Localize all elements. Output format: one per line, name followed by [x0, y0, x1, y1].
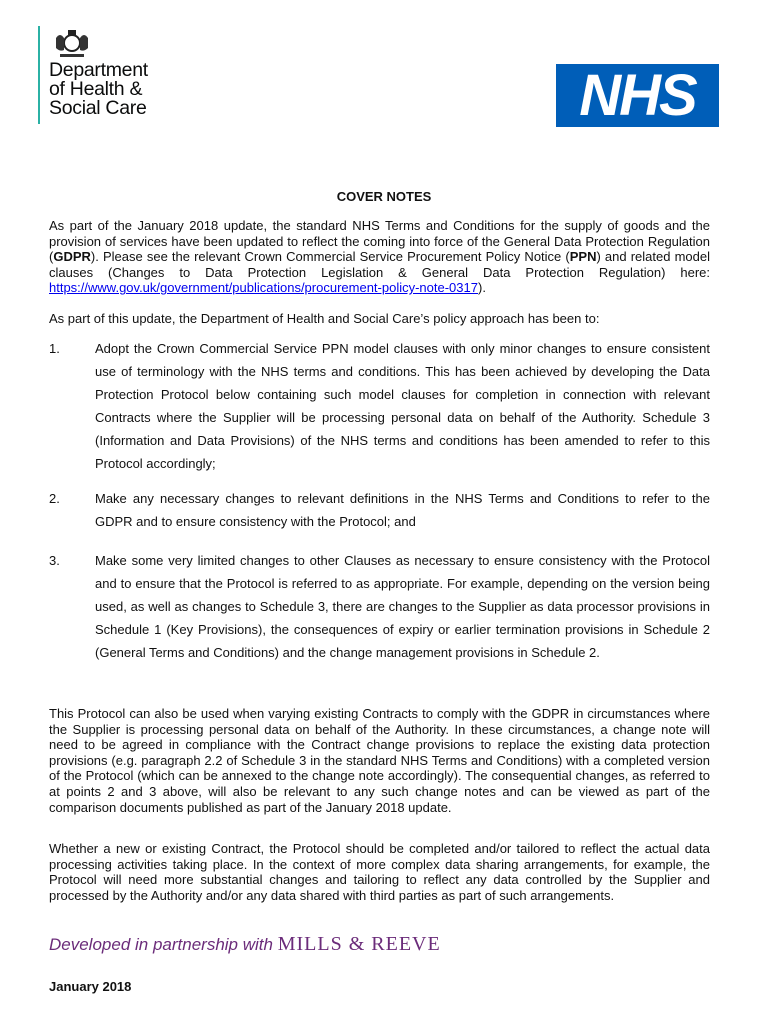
dhsc-wordmark: Department of Health & Social Care: [49, 59, 148, 119]
document-date: January 2018: [49, 979, 132, 994]
page-title: COVER NOTES: [336, 189, 432, 204]
tailoring-paragraph: Whether a new or existing Contract, the Protocol should be completed and/or tailored to reflect the actual data processing activities taking place. In the context of more complex data sharing arrangements, for example, the Protocol will need more substantial changes and tailoring to reflect any data controlled by the Supplier and processed by the Authority and/or any data shared with third parties as part of such arrangements.: [49, 841, 710, 903]
varying-contracts-paragraph: This Protocol can also be used when varying existing Contracts to comply with the GDPR in circumstances where the Supplier is processing personal data on behalf of the Authority. In these circumstances, a change note will need to be agreed in compliance with the Contract change provisions to replace the existing data protection provisions (e.g. paragraph 2.2 of Schedule 3 in the standard NHS Terms and Conditions) with a completed version of the Protocol (which can be annexed to the change note accordingly). The consequential changes, as referred to at points 2 and 3 above, will also be relevant to any such change notes and can be viewed as part of the comparison documents published as part of the January 2018 update.: [49, 706, 710, 815]
mills-reeve-logo: MILLS & REEVE: [277, 933, 441, 955]
intro-paragraph: As part of the January 2018 update, the standard NHS Terms and Conditions for the supply of goods and the provision of services have been updated to reflect the coming into force of the General Data Protection Regulation (GDPR). Please see the relevant Crown Commercial Service Procurement Policy Notice (PPN) and related model clauses (Changes to Data Protection Legislation & General Data Protection Regulation) here: https://www.gov.uk/government/publications/procurement-policy-note-0317).: [49, 218, 711, 296]
ppn-term: PPN: [569, 249, 597, 265]
list-item: 1. Adopt the Crown Commercial Service PPN model clauses with only minor changes to ensure consistent use of terminology with the NHS terms and conditions. This has been achieved by developing the Data Protection Protocol below containing such model clauses for completion in connection with relevant Contracts where the Supplier will be processing personal data on behalf of the Authority. Schedule 3 (Information and Data Provisions) of the NHS terms and conditions has been amended to refer to this Protocol accordingly;: [49, 341, 710, 471]
dhsc-accent-bar: [38, 26, 40, 124]
dhsc-logo: [38, 26, 178, 126]
list-item: 2. Make any necessary changes to relevant definitions in the NHS Terms and Conditions to refer to the GDPR and to ensure consistency with the Protocol; and: [49, 491, 710, 529]
partnership-credit: Developed in partnership with MILLS & REEVE: [49, 933, 441, 955]
approach-lead: As part of this update, the Department of Health and Social Care’s policy approach has been to:: [49, 311, 600, 326]
nhs-logo: NHS: [556, 64, 719, 127]
ppn-link[interactable]: https://www.gov.uk/government/publications/procurement-policy-note-0317: [49, 280, 478, 296]
list-item: 3. Make some very limited changes to other Clauses as necessary to ensure consistency with the Protocol and to ensure that the Protocol is referred to as appropriate. For example, depending on the version being used, as well as changes to Schedule 3, there are changes to the Supplier as data processor provisions in Schedule 1 (Key Provisions), the consequences of expiry or earlier termination provisions in Schedule 2 (General Terms and Conditions) and the change management provisions in Schedule 2.: [49, 553, 710, 660]
gdpr-term: GDPR: [53, 249, 91, 265]
royal-crest-icon: [52, 28, 92, 60]
